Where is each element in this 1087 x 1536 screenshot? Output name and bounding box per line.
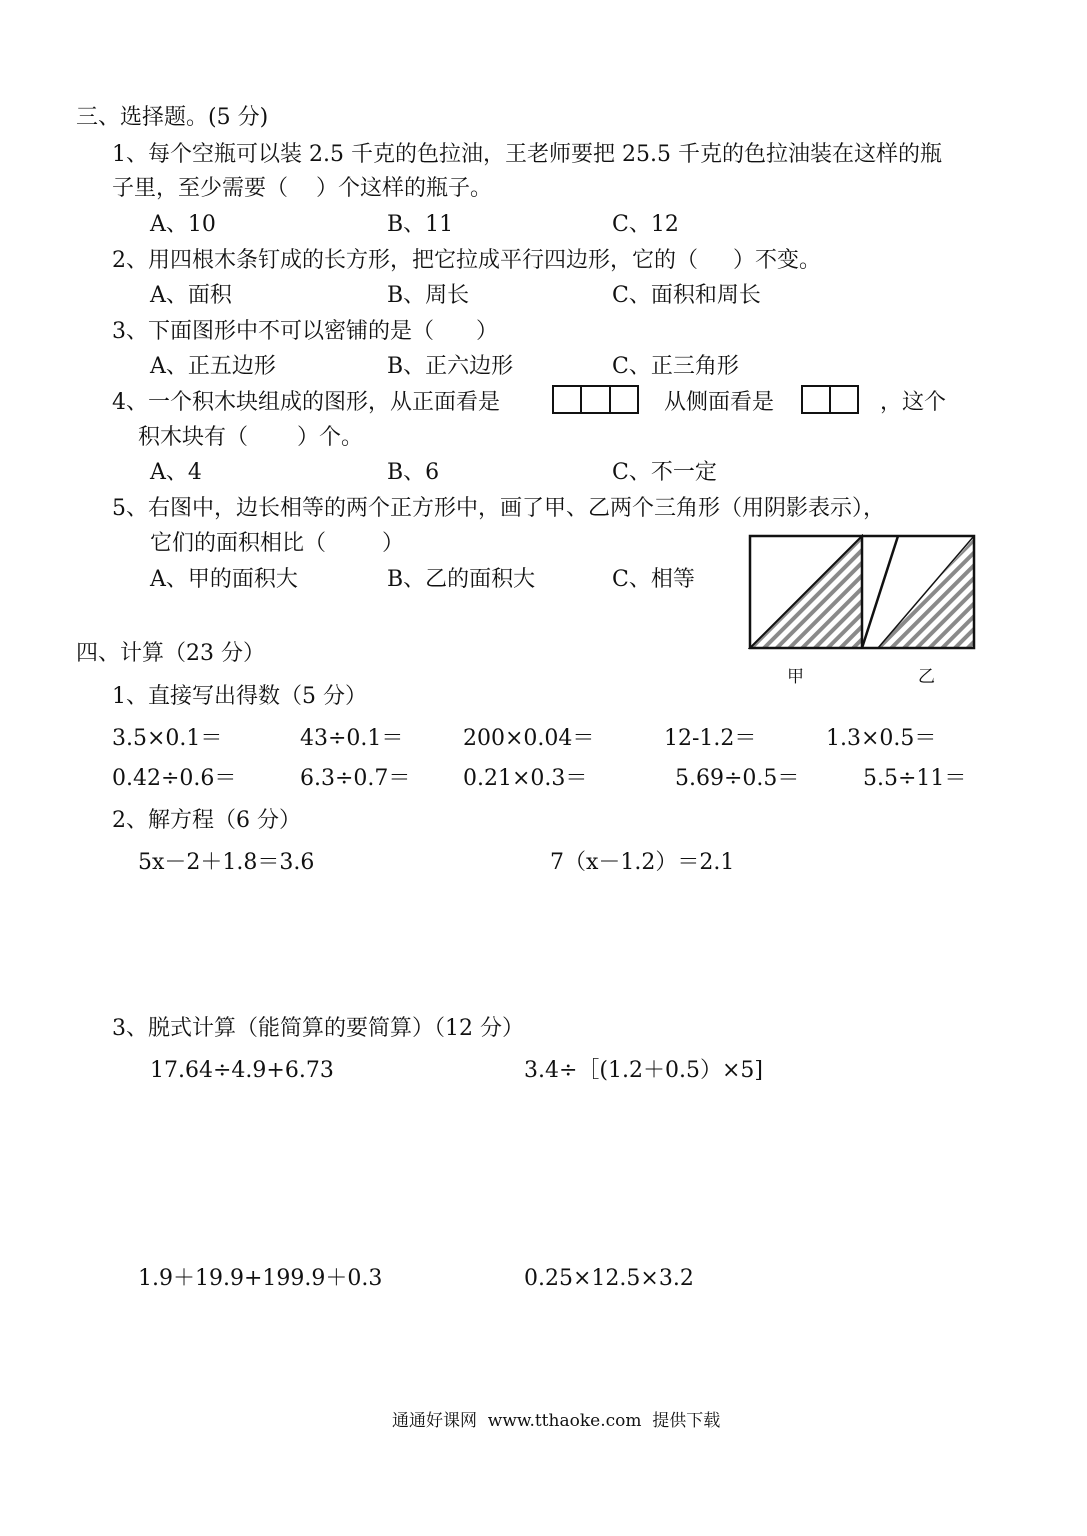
q2-line1: 2、用四根木条钉成的长方形，把它拉成平行四边形，它的（ ）不变。: [112, 248, 821, 273]
q5-option-c: C、相等: [612, 567, 695, 592]
q2-option-b: B、周长: [387, 283, 470, 308]
section4-heading: 四、计算（23 分）: [76, 641, 265, 666]
front-view-figure: [552, 385, 639, 414]
mental-calc-3: 200×0.04＝: [463, 726, 595, 751]
q4-line1-part2: 从侧面看是: [664, 390, 775, 415]
equation-2: 7（x－1.2）＝2.1: [550, 850, 735, 875]
expression-3: 1.9＋19.9+199.9＋0.3: [138, 1266, 383, 1291]
expression-2: 3.4÷［(1.2＋0.5）×5]: [524, 1058, 763, 1083]
mental-calc-1: 3.5×0.1＝: [112, 726, 223, 751]
q1-line2: 子里，至少需要（ ）个这样的瓶子。: [112, 176, 492, 201]
triangle-jia: [750, 536, 862, 648]
q4-line2: 积木块有（ ）个。: [138, 425, 363, 450]
q3-option-b: B、正六边形: [387, 354, 514, 379]
q4-option-a: A、4: [150, 460, 202, 485]
figure-label-jia: 甲: [787, 667, 804, 687]
q2-option-a: A、面积: [150, 283, 232, 308]
q1-option-b: B、11: [387, 212, 454, 237]
q4-line1-part1: 4、一个积木块组成的图形，从正面看是: [112, 390, 500, 415]
expression-4: 0.25×12.5×3.2: [524, 1266, 694, 1291]
expression-1: 17.64÷4.9+6.73: [150, 1058, 334, 1083]
mental-calc-9: 5.69÷0.5＝: [675, 766, 800, 791]
q1-option-c: C、12: [612, 212, 679, 237]
mental-calc-7: 6.3÷0.7＝: [300, 766, 411, 791]
mental-calc-2: 43÷0.1＝: [300, 726, 404, 751]
side-view-figure: [801, 385, 859, 414]
q4-option-b: B、6: [387, 460, 440, 485]
triangle-area-figure: [748, 534, 978, 654]
q3-option-a: A、正五边形: [150, 354, 276, 379]
q4-option-c: C、不一定: [612, 460, 717, 485]
equation-1: 5x－2＋1.8＝3.6: [138, 850, 315, 875]
q5-line1: 5、右图中，边长相等的两个正方形中，画了甲、乙两个三角形（用阴影表示），: [112, 496, 885, 521]
q1-option-a: A、10: [150, 212, 216, 237]
q4-line1-part3: ，这个: [880, 390, 947, 415]
p2-title: 2、解方程（6 分）: [112, 808, 301, 833]
mental-calc-10: 5.5÷11＝: [863, 766, 967, 791]
mental-calc-5: 1.3×0.5＝: [826, 726, 937, 751]
q3-line1: 3、下面图形中不可以密铺的是（ ）: [112, 319, 498, 344]
mental-calc-4: 12-1.2＝: [664, 726, 757, 751]
mental-calc-6: 0.42÷0.6＝: [112, 766, 237, 791]
q3-option-c: C、正三角形: [612, 354, 739, 379]
p1-title: 1、直接写出得数（5 分）: [112, 684, 367, 709]
q5-option-b: B、乙的面积大: [387, 567, 536, 592]
q2-option-c: C、面积和周长: [612, 283, 761, 308]
q5-option-a: A、甲的面积大: [150, 567, 298, 592]
q1-line1: 1、每个空瓶可以装 2.5 千克的色拉油，王老师要把 25.5 千克的色拉油装在这样的瓶: [112, 142, 942, 167]
section3-heading: 三、选择题。(5 分): [76, 105, 269, 130]
q5-line2: 它们的面积相比（ ）: [150, 531, 404, 556]
p3-title: 3、脱式计算（能简算的要简算）（12 分）: [112, 1016, 524, 1041]
mental-calc-8: 0.21×0.3＝: [463, 766, 588, 791]
figure-label-yi: 乙: [918, 667, 935, 687]
footer-text: 通通好课网 www.tthaoke.com 提供下载: [392, 1411, 721, 1431]
